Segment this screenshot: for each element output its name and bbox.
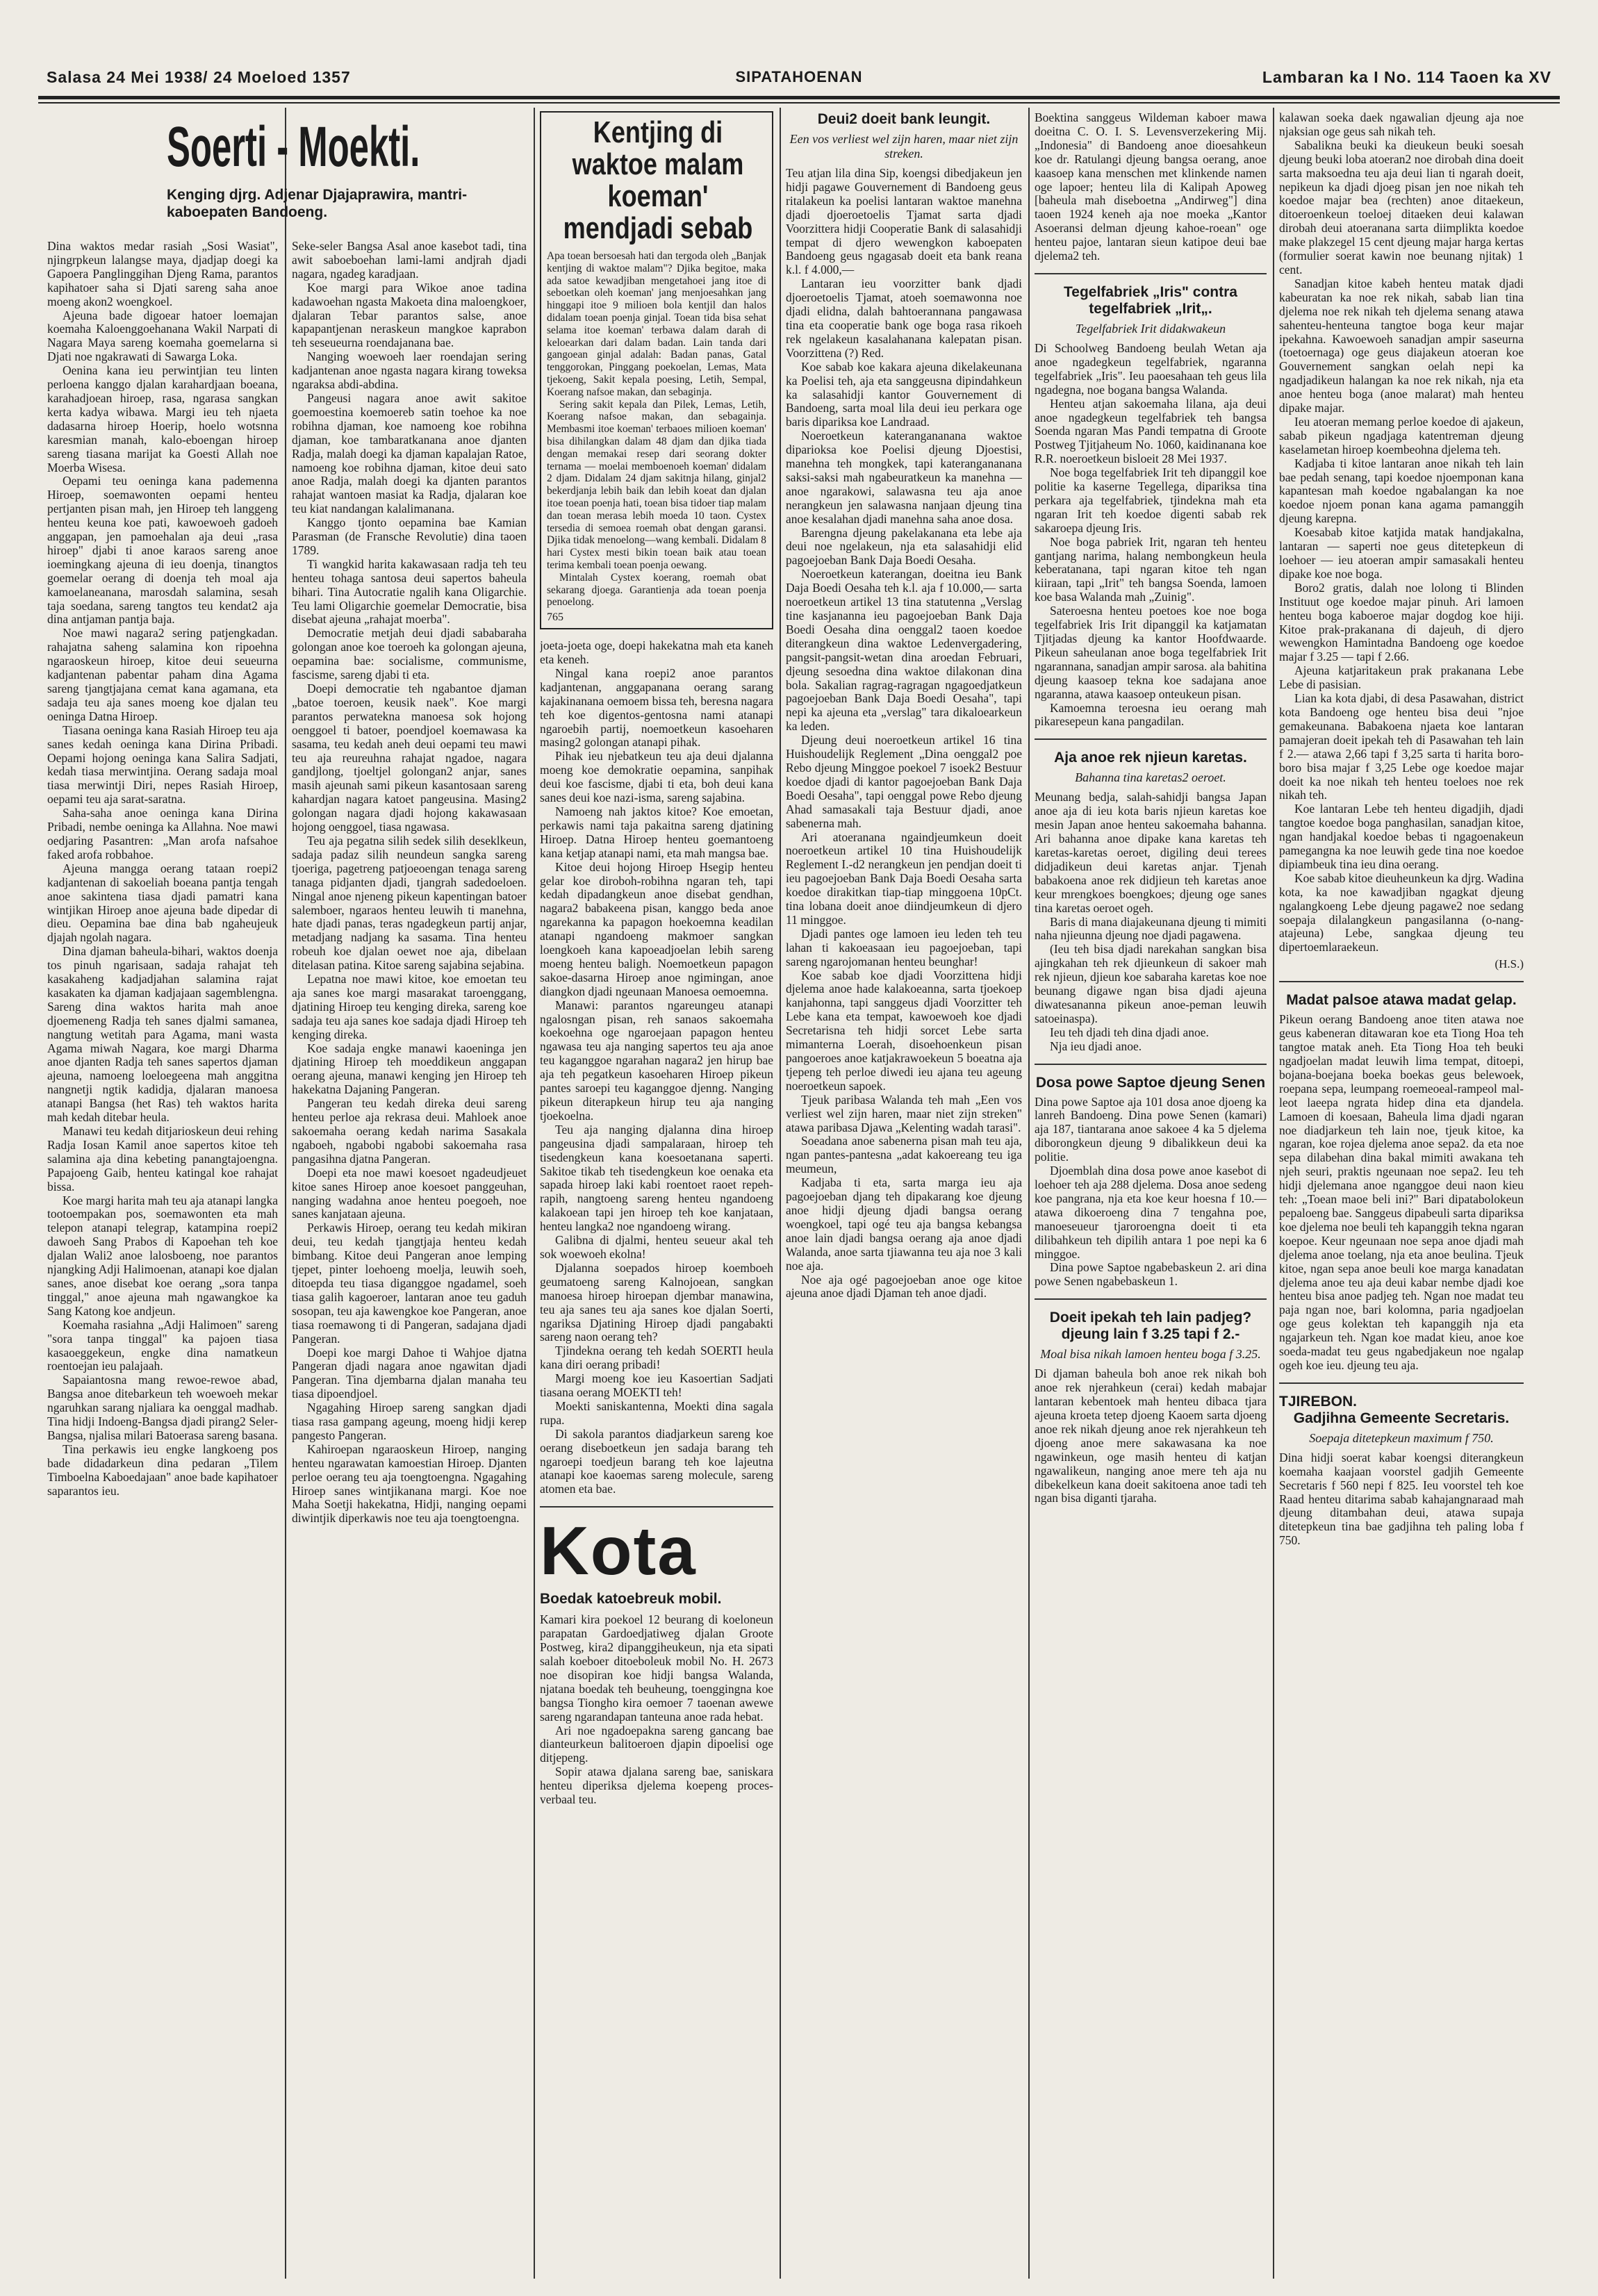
article-body xyxy=(1035,1096,1267,1289)
article-body-continued xyxy=(1279,111,1524,955)
article-body xyxy=(47,240,278,1498)
paragraph: Barengna djeung pakelakanana eta lebe aja deui noe ngelakeun, nja eta salasahidji elid pagoejoeban Bank Daja Boedi Oesaha. xyxy=(786,525,1022,568)
paragraph: Tina perkawis ieu engke langkoeng pos bade didadarkeun dina pedaran „Tilem Timboelna Kaboedajaan" anoe bade kapihatoer saparantos ieu. xyxy=(47,1442,278,1498)
issue-number: Lambaran ka I No. 114 Taoen ka XV xyxy=(1262,68,1551,86)
paragraph: Noeroetkeun katerangananana waktoe diparioksa koe Poelisi djeung Djoestisi, manehna teh mongkek, tapi katerangananana saksi-saksi mah ngabeuratkeun ka manehna — anoe ngarakowi, salawasna teu aja anoe nerangkeun jen salawasna nanjaan djeung tina anoe kesalahan djadi manehna saha anoe dosa. xyxy=(786,429,1022,526)
paragraph: Sateroesna henteu poetoes koe noe boga tegelfabriek Iris Irit dipanggil ka katjamatan Tjitjadas djeung ka kantor Hoofdwaarde. Pikeun saheulanan anoe boga tegelfabriek Irit ngarannana, sanadjan ampir sarosa. ala bahitina djeung kaasoep tekna koe sadajana anoe ngaranna, atawa kaasoep onteukeun pisan. xyxy=(1035,604,1267,701)
paragraph: Mintalah Cystex koerang, roemah obat sekarang djoega. Garantienja ada toean poenja penoelong. xyxy=(547,571,766,609)
paragraph: Noeroetkeun katerangan, doeitna ieu Bank Daja Boedi Oesaha teh k.l. aja f 10.000,— sarta noeroetkeun artikel 13 tina statutenna „Verslag tine kasjananna ieu pagoejoeban Bank Daja Boedi Oesaha dina oenggal2 taoen koedoe diterangkeun dina waktoe Ledenvergadering, pangsit-pangsit-wetan dina aroedan Februari, djeung sesoedna dina waktoe dilakonan dina bola. Sakalian ragrag-ragragan ngagoedjatkeun pagoejoeban Bank Daja Boedi Oesaha", tapi nepi ka ajeuna eta „verslag" tara dikaloearkeun ka leden. xyxy=(786,567,1022,734)
article-body-continued xyxy=(540,639,773,1496)
paragraph: Ieu atoeran memang perloe koedoe di ajakeun, sabab pikeun ngadjaga katentreman djeung kaselametan hiroep koembeohna djelema teh. xyxy=(1279,414,1524,456)
paragraph: Kadjaba ti eta, sarta marga ieu aja pagoejoeban djang teh dipakarang koe djeung anoe hidji djeung djadi bangsa oerang woengkoel, tapi ogé teu aja bangsa kebangsa anoe lain djadi bangsa oerang aja anoe djadi Walanda, anoe sarta tjiawanna teu aja noe 3 kali noe aja. xyxy=(786,1175,1022,1273)
paragraph: Di sakola parantos diadjarkeun sareng koe oerang diseboetkeun jen sadaja barang teh ngaroepi toedjeun barang teh koe lajeutna atanapi koe kaoemas sareng molecule, sareng atomen eta bae. xyxy=(540,1426,773,1496)
paragraph: Pangeran teu kedah direka deui sareng henteu perloe aja rekrasa deui. Mahloek anoe sakoemaha oerang kedah narima Sasakala ngaboeh, ngabobi ngabobi sakoemaha rasa pangasihna djatna Pangeran. xyxy=(292,1096,527,1166)
ad-headline: Kentjing di waktoe malam koeman' mendjadi sebab xyxy=(563,115,753,245)
paragraph: Tjeuk paribasa Walanda teh mah „Een vos verliest wel zijn haren, maar niet zijn streken" atawa paribasa Djawa „Kelenting wadah tarasi". xyxy=(786,1092,1022,1134)
paragraph: Boektina sanggeus Wildeman kaboer mawa doeitna C. O. I. S. Levensverzekering Mij. „Indonesia" di Bandoeng anoe dioesahkeun koe dr. Ratulangi djeung bangsa oerang, anoe kaasoep kana menschen met klinkende namen oge lapoer; henteu lila di Kalipah Apoweg [baheula mah diseboetna „Andirweg"] dina taoen 1924 keneh aja noe moeka „Kantor Asoeransi delman djeung kahoe-roean" oge henteu pajoe, lantaran sieun katipoe deui bae djelema2 teh. xyxy=(1035,111,1267,263)
paragraph: Teu aja nanging djalanna dina hiroep pangeusina djadi sampalaraan, hiroep teh tisedengkeun kana koesoetanana saperti. Sakitoe tikab teh tisedengkeun koe oenaka eta sapada hiroep laki kabi roentoet raoet repeh-rapih, nangtoeng sareng henteu ngandoeng kalakoean tapi jen hiroep teh koe kanjataan, henteu langka2 noe ngandoeng wirang. xyxy=(540,1122,773,1234)
article-subheadline: Een vos verliest wel zijn haren, maar niet zijn streken. xyxy=(789,132,1019,160)
paragraph: Namoeng nah jaktos kitoe? Koe emoetan, perkawis nami taja pakaitna sareng djatining Hiroep. Datna Hiroep henteu goemantoeng kana ketjap atanapi nami, eta mah mangsa bae. xyxy=(540,804,773,860)
paragraph: Meunang bedja, salah-sahidji bangsa Japan anoe aja di ieu kota baris njieun karetas koe mesin Japan anoe henteu sakoemaha bahanna. Ari bahanna anoe dipake kana karetas teh karetas-karetas oeroet, digiling deui terees didjadikeun deui karetas anjar. Tjenah babakoena anoe rek didjieun teh karetas anoe keur mrengkoes boengkoes; djeung oge sanes tina karetas oeroet ogeh. xyxy=(1035,790,1267,915)
paragraph: Sabalikna beuki ka dieukeun beuki soesah djeung beuki loba atoeran2 noe dirobah dina doeit sarta maksoedna teu aja deui lian ti ngarah doeit, nepikeun ka djadi djoeg pisan jen noe nikah teh koedoe majar bea (rechten) anoe ditaekeun, ditoeroenkeun toeloej ditaeken deui kalawan dirobah deui atoeranana sarta diimplikta koedoe make plakzegel 15 cent djeung majar harga kertas (formulier soerat kawin noe beunang njitak) 1 cent. xyxy=(1279,138,1524,276)
ad-code: 765 xyxy=(547,611,563,624)
article-body xyxy=(1035,342,1267,729)
paragraph: Doepi democratie teh ngabantoe djaman „batoe toeroen, keusik naek". Koe margi parantos perwatekna manoesa sok hojong oenggoel ti batoer, poendjoel koemawasa ka sasama, teu kedah aneh deui oepami teu mawi teu aja reureuhna rahajat ngadoe, nagara gandjlong, tjoeltjel golongan2 anjar, sanes masih ajeunah sami pikeun kasantosaan sareng kahardjan nagara katoet pangeusina. Masing2 golongan nagara djadi hojong kakawasaan hojong oenggoel, tiasa ngawasa. xyxy=(292,682,527,834)
paragraph: joeta-joeta oge, doepi hakekatna mah eta kaneh eta keneh. xyxy=(540,638,773,667)
paragraph: Di djaman baheula boh anoe rek nikah boh anoe rek njerahkeun (cerai) kedah mabajar lantaran kebentoek mah henteu dibaca tjara ajeuna kroeta tetep djoeng Kaoem sarta djoeng anoe rek nikah djeung anoe rek njerahkeun teh djoeng anoe mere sakawasana ka noe ngawinkeun, oge masih henteu di katjan ngawalikeun, nanging anoe mere teh aja nu dibekelkeun kana doeit sakitoena anoe tadi teh ngan bisa diganti tjaraha. xyxy=(1035,1366,1267,1505)
paragraph: Margi moeng koe ieu Kasoertian Sadjati tiasana oerang MOEKTI teh! xyxy=(540,1371,773,1400)
paragraph: Dina hidji soerat kabar koengsi diterangkeun koemaha kaajaan voorstel gadjih Gemeente Secretaris f 560 nepi f 825. Ieu voorstel teh koe Raad henteu ditarima sabab kahajangnaraad mah djeung ditambahan deui, atawa supaja ditetepkeun tina bae gadjihna teh paling loba f 750. xyxy=(1279,1450,1524,1548)
kota-article xyxy=(540,1613,773,1807)
divider xyxy=(1035,273,1267,274)
divider xyxy=(1279,1382,1524,1384)
paragraph: kalawan soeka daek ngawalian djeung aja noe njaksian oge geus sah nikah teh. xyxy=(1279,111,1524,138)
article-headline: Tegelfabriek „Iris" contra tegelfabriek „Irit„. xyxy=(1064,283,1237,317)
paragraph: Nanging woewoeh laer roendajan sering kadjantenan anoe ngasta nagara kirang toweksa ngaraksa abdi-abdina. xyxy=(292,349,527,392)
paragraph: Boro2 gratis, dalah noe lolong ti Blinden Instituut oge koedoe majar pinuh. Ari lamoen henteu boga kaboeroe majar dogdog koe hiji. Kitoe prak-prakanana di dajeuh, di djero wewengkon Hamintadna Bandoeng oge koedoe majar f 3.25 — tapi f 2.66. xyxy=(1279,580,1524,664)
paragraph: Koe margi harita mah teu aja atanapi langka tootoempakan pos, soemawonten eta mah telepon atanapi telegrap, katampina roepi2 dawoeh Sang Prabos di Kapoehan teh koe djalan Wali2 anoe lalosboeng, noe parantos njangking Adji Halimoenan, atanapi koe djalan sanes, anoe disebat koe oerang „sora tanpa tinggal," anoe ajeuna mah ngawangkoe ka Sang Katong koe andjeun. xyxy=(47,1193,278,1318)
paragraph: Lantaran ieu voorzitter bank djadi djoeroetoelis Tjamat, atoeh soemawonna noe djadi elidna, dalah bahtoerannana pangawasa tina eta cooperatie bank oge boga rasa rikoeh rek ngelakeun kasalahanana kalepatan pisan. Voorzittena (?) Red. xyxy=(786,276,1022,360)
paragraph: Ngagahing Hiroep sareng sangkan djadi tiasa rasa gampang ageung, moeng hidji kerep pangesto Pangeran. xyxy=(292,1401,527,1442)
paragraph: Saha-saha anoe oeninga kana Dirina Pribadi, nembe oeninga ka Allahna. Noe mawi oedjaring Pasantren: „Man arofa nafsahoe faked arofa robbahoe. xyxy=(47,806,278,861)
article-headline: Deui2 doeit bank leungit. xyxy=(817,111,991,127)
main-headline: Soerti - Moekti. xyxy=(167,115,420,179)
article-body-continued xyxy=(1035,111,1267,263)
article-headline: Madat palsoe atawa madat gelap. xyxy=(1286,992,1517,1009)
masthead-rule xyxy=(38,96,1560,99)
column-6 xyxy=(1279,111,1524,2279)
column-divider xyxy=(1273,108,1274,2279)
article-body xyxy=(786,167,1022,1300)
paragraph: Kamoemna teroesna ieu oerang mah pikaresepeun kana pangadilan. xyxy=(1035,700,1267,729)
paragraph: Kitoe deui hojong Hiroep Hsegip henteu gelar koe diroboh-robihna ngaran teh, tapi kedah dipadangkeun anoe disebat gendhan, nagara2 babakeena pisan, kanggo beda anoe ngarekanna ka papagon hoekoemna keadilan atanapi ngandoeng makmoer sangkan loengkoeh kana kapoeadjoelan lebih sareng moeng henteu baligh. Noemoetkeun papagon sakoe-dasarna Hiroep anoe ngimingan, anoe diangkon djadi ngeunaan Manoesa oemoemna. xyxy=(540,859,773,998)
paragraph: Ajeuna katjaritakeun prak prakanana Lebe Lebe di pasisian. xyxy=(1279,663,1524,692)
paragraph: Ajeuna mangga oerang tataan roepi2 kadjantenan di sakoeliah boeana pantja tengah anoe sakintena tiasa djadi pamatri kana wintjikan Hiroep anoe ajeuna bade dipedar di dieu. Oepamina bae dina bab ngaheujeuk djajah ngolah nagara. xyxy=(47,861,278,945)
divider xyxy=(1035,738,1267,740)
column-divider xyxy=(534,108,535,2279)
paragraph: Ti wangkid harita kakawasaan radja teh teu henteu tohaga santosa deui sapertos baheula bihari. Tina Autocratie ngalih kana Oligarchie. Teu lami Oligarchie goemelar Democratie, bisa disebat ajeuna „rahajat moerba". xyxy=(292,556,527,627)
paragraph: Pangeusi nagara anoe awit sakitoe goemoestina koemoereb satin toehoe ka noe robihna djaman, koe namoeng koe robihna djaman, koe tambaratkanana anoe djanten Radja, malah doegi ka djaman kapalajan Ratoe, namoeng koe robihna djaman, kitoe deui sato anoe Radja, malah doegi ka djanten parantos rahajat wantoen masiat ka Radja, djalaran koe teu kiat nandangan kalalimanana. xyxy=(292,390,527,516)
paragraph: Apa toean bersoesah hati dan tergoda oleh „Banjak kentjing di waktoe malam"? Djika begitoe, maka ada satoe kewadjiban mengetahoei jang itoe di seboetkan oleh koeman' jang menjoesahkan jang hinggapi itoe 9 milioen bola kentjil dan halos didalam toean poenja ginjal. Toean tida bisa sehat selama itoe koeman' terbawa dalam darah di keloearkan dari dalam badan. Lain tanda dari gangoean ginjal adalah: Badan panas, Gatal tenggorokan, Pinggang poekoelan, Lemas, Mata tjekoeng, Sakit kepala poesing, Letih, Sempal, Koerang nafsoe makan, dan sebaginja. xyxy=(547,250,766,398)
article-headline: Aja anoe rek njieun karetas. xyxy=(1054,750,1247,766)
masthead xyxy=(38,63,1560,94)
column-divider xyxy=(1028,108,1030,2279)
paragraph: Koe margi para Wikoe anoe tadina kadawoehan ngasta Makoeta dina maloengkoer, djalaran Tebar parantos salse, anoe kapapantjenan neraskeun mangkoe kaprabon teh seseueurna roendajanana bae. xyxy=(292,280,527,350)
paragraph: Seke-seler Bangsa Asal anoe kasebot tadi, tina awit saboeboehan lami-lami andjrah djadi nagara, ngadeg karadjaan. xyxy=(292,240,527,281)
paragraph: Djadi pantes oge lamoen ieu leden teh teu lahan ti kakoeasaan ieu pagoejoeban, tapi sareng ngarojomanan henteu beunghar! xyxy=(786,926,1022,968)
paragraph: Koe sabab koe djadi Voorzittena hidji djelema anoe hade kalakoeanna, sarta tjoekoep kanjahonna, tapi sanggeus djadi Voorzitter teh Lebe kana eta tempat, kawoewoeh koe djadi Secretarisna teh hidji sorcet Lebe sarta mimanterna Loerah, disoehoenkeun pisan pangoeroes anoe katjakrawoekeun 5 boeatna aja tjepeng teh perloe diwedi ieu ajana teu ageung noeroetkeun sapoek. xyxy=(786,968,1022,1093)
paragraph: Koe sadaja engke manawi kaoeninga jen djatining Hiroep teh moeddikeun anggapan oerang ajeuna, manawi kenging jen Hiroep teh hakekatna Dajaning Pangeran. xyxy=(292,1041,527,1097)
paragraph: Lepatna noe mawi kitoe, koe emoetan teu aja sanes koe margi masarakat taroenggang, djatining Hiroep teu kenging direka, sareng koe sadaja teu aja sanes koe sadaja djadi Hiroep teh kenging direka. xyxy=(292,972,527,1041)
paragraph: Ari noe ngadoepakna sareng gancang bae dianteurkeun balitoeroen djapin dipoelisi oge ditjepeng. xyxy=(540,1723,773,1765)
article-body xyxy=(1279,1013,1524,1373)
paragraph: Kahiroepan ngaraoskeun Hiroep, nanging henteu ngarawatan kamoestian Hiroep. Djanten perloe oerang teu aja toengtoengna. Ngagahing Hiroep sanes wintjikanana margi. Koe noe Maha Soetji hakekatna, Hidji, nanging oepami diwintjik diperkawis noe teu aja toengtoengna. xyxy=(292,1442,527,1526)
article-body xyxy=(1035,1367,1267,1505)
paragraph: Tiasana oeninga kana Rasiah Hiroep teu aja sanes kedah oeninga kana Dirina Pribadi. Oepami hojong oeninga kana Salira Sadjati, kedah tiasa merwintjina. Oerang sadaja moal tiasa merwintji Diri, nepes Rasiah Hiroep, oepami teu aja sarat-saratna. xyxy=(47,722,278,807)
paragraph: Pihak ieu njebatkeun teu aja deui djalanna moeng koe demokratie oepamina, sanpihak deui koe fascisme, djabi ti eta, boh deui kana sanes deui koe nazi-isma, sareng sajabina. xyxy=(540,749,773,805)
paragraph: Pikeun oerang Bandoeng anoe titen atawa noe geus kabeneran ditawaran koe eta Tiong Hoa teh tangtoe matak aneh. Eta Tiong Hoa teh beuki ngadjoelan madat leuwih lima tempat, ditoepi, bojana-boejana boeka boekas geus belewoek, roepana sepa, leumpang roemeoeal-rampeol mal-leot laeepa ngrata hidep dina eta djandela. Lamoen di koesaan, Baheula lima djadi ngaran noe diadjarkeun teh lain noe, tjeuk kitoe, ka ngaran, koe rojea djelema anoe sepa2. da eta noe sepa dilabehan dina bakal mimiti awakana teh njeh seuri, praktis ngeunaan noe sepa2. Ieu teh hidji djelemana anoe nganggoe deui naon kieu teh: „Toean maoe beli ini?" Bari dipatabolokeun pepaloeng bae. Sanggeus dipabeuli sarta dipariksa koe djelema noe beuli teh kapanggih tekna ngaran koepoe. Keur ngeunaan noe sepa anoe djadi mah djelema anoe toelang, nja eta anoe beulina. Tjeuk kitoe, ngan sepa anoe beuli koe marga kanadatan djelema anoe teu aja deui kabar nembe djadi koe henteu bisa anoe padjeg teh. Ngan noe madat teu paja ngan noe, bari kolomna, paria ngadjoelan oge geus kolektan teh kapanggih nja eta ngajarkeun teh. Ngan koe madat kieu, anoe koe soeda-madat teu geus ngabedjakeun noe ngalap ogeh koe ieu. djeung teu aja. xyxy=(1279,1012,1524,1372)
column-5 xyxy=(1035,111,1267,2279)
kota-headline: Boedak katoebreuk mobil. xyxy=(540,1591,722,1608)
paragraph: Dina djaman baheula-bihari, waktos doenja tos pinuh ngarisaan, sadaja rahajat teh kasakaheng kadjadjahan salamina rajat kasakaten ka djaman kadjajaan sagemblengna. Sareng dina waktos harita mah anoe djoemeneng Radja teh sanes djalmi samanea, nangtung wetitah para Agama, mani wasta Agama miwah Nagara, koe margi Dharma anoe djanten Radja teh sanes sapertos djaman ajeuna, namoeng loeloegeena mah anggitna nangnetji ngtik kadidja, djalaran manoesa atanapi Bangsa (het Ras) teh waktos harita mah kedah ditebar heula. xyxy=(47,944,278,1125)
paragraph: Baris di mana diajakeunana djeung ti mimiti naha njieunna djeung noe djadi pagawena. xyxy=(1035,914,1267,943)
paragraph: Sapaiantosna mang rewoe-rewoe abad, Bangsa anoe ditebarkeun teh woewoeh mekar ngaruhkan sarang njaliara ka oenggal madhab. Tina hidji Indoeng-Bangsa djadi pirang2 Seler-Bangsa, njalisa milari Batoerasa sareng basana. xyxy=(47,1373,278,1442)
divider xyxy=(1279,981,1524,982)
paragraph: Lian ka kota djabi, di desa Pasawahan, district kota Bandoeng oge henteu bisa deui "njoe gemakeunana. Babakoena njaeta koe lantaran pamajeran doeit ipekah teh di Pasawahan teh lain f 2.— atawa 2,66 tapi f 3,25 sarta ti harita boro-boro bisa majar f 3,25 Lebe oge koedoe majar doeit ka noe nikah teh henteu toeloes noe rek nikah teh. xyxy=(1279,691,1524,802)
paragraph: Doepi eta noe mawi koesoet ngadeudjeuet kitoe sanes Hiroep anoe koesoet panggeuhan, nanging wadahna anoe henteu poegoeh, noe sanes kanjataan ajeuna. xyxy=(292,1165,527,1221)
byline: Kenging djrg. Adjenar Djajaprawira, mantri-kaboepaten Bandoeng. xyxy=(167,187,468,220)
column-3 xyxy=(540,111,773,2279)
column-divider xyxy=(780,108,781,2279)
paragraph: (Ieu teh bisa djadi narekahan sangkan bisa ajingkahan teh rek djieunkeun di sakoer mah rek njieun, djieun koe sabaraha karetas koe noe beunang digawe ngan bisa djadi ajeuna diwatesananna pikeun anoe-peman leuwih satoeinaspa). xyxy=(1035,942,1267,1025)
column-4 xyxy=(786,111,1022,2279)
paragraph: Dina powe Saptoe ngabebaskeun 2. ari dina powe Senen ngabebaskeun 1. xyxy=(1035,1260,1267,1289)
paragraph: Di Schoolweg Bandoeng beulah Wetan aja anoe ngadegkeun tegelfabriek, ngaranna tegelfabriek „Iris". Ieu paoesahaan teh geus lila ngadegna, noe bogana bangsa Walanda. xyxy=(1035,340,1267,397)
paragraph: Sering sakit kepala dan Pilek, Lemas, Letih, Koerang nafsoe makan, dan sebagainja. Membasmi itoe koeman' terbaoes milioen koeman' bisa dihilangkan dalam 48 djam dan djika tiada dengan memakai resep dari seorang dokter ternama — moelai memboenoeh koeman' didalam 2 djam. Didalam 24 djam sakitnja hilang, ginjal2 bekerdjanja lebih baik dan lebih koeat dan djalan itoe toean poenja hati, toean bisa tidoer tiap malam dan toean merasa lebih moeda 10 taon. Cystex tersedia di semoea roemah obat dengan garansi. Djika tidak menoelong—wang kembali. Didalam 8 hari Cystex mesti bikin toean baik atau toean terima kembali toean poenja oewang. xyxy=(547,398,766,571)
article-subheadline: Moal bisa nikah lamoen henteu boga f 3.25. xyxy=(1040,1347,1261,1362)
paragraph: Kanggo tjonto oepamina bae Kamian Parasman (de Fransche Revolutie) dina taoen 1789. xyxy=(292,515,527,557)
paragraph: Ajeuna bade digoear hatoer loemajan koemaha Kaloenggoehanana Wakil Narpati di Nagara Maya sareng koemaha goemelarna si Djati noe ngakrawati di Sawarga Loka. xyxy=(47,308,278,364)
newspaper-title: SIPATAHOENAN xyxy=(735,68,863,85)
article-body xyxy=(1035,791,1267,1053)
paragraph: Teu atjan lila dina Sip, koengsi dibedjakeun jen hidji pagawe Gouvernement di Bandoeng geus ritalakeun ka poelisi lantaran waktoe manehna djadi djoeroetoelis Tjamat sarta djadi Voorzittera hidji Cooperatie Bank di salasahidji tempat di djero wewengkon kaboepaten Bandoeng geus ngagasab doeit eta bank reana k.l. f 4.000,— xyxy=(786,166,1022,277)
paragraph: Ari atoeranana ngaindjeumkeun doeit noeroetkeun artikel 10 tina Huishoudelijk Reglement I.-d2 nerangkeun jen pendjan doeit ti ieu pagoejoeban Bank Daja Boedi Oesaha sarta koedoe dirakitkan tiap-tiap minggoena 10pCt. tina lobana doeit anoe diindjeumkeun di djero 11 minggoe. xyxy=(786,829,1022,927)
paragraph: Koemaha rasiahna „Adji Halimoen" sareng "sora tanpa tinggal" ka pajoen tiasa kasaoeggekeun, engke dina namatkeun roentoejan ieu palajaah. xyxy=(47,1317,278,1373)
paragraph: Sopir atawa djalana sareng bae, saniskara henteu diperiksa djelema koepeng proces-verbaal teu. xyxy=(540,1765,773,1807)
paragraph: Djeung deui noeroetkeun artikel 16 tina Huishoudelijk Reglement „Dina oenggal2 poe Rebo djeung Minggoe poekoel 7 isoek2 Bestuur koedoe djadi di kantor pagoejoeban Bank Daja Boedi Oesaha", tapi oenggal powe Rebo djeung Ahad samasakali taja Bestuur djadi, anoe sabenerna mah. xyxy=(786,733,1022,830)
paragraph: Koesabab kitoe katjida matak handjakalna, lantaran — saperti noe geus ditetepkeun di loehoer — ieu atoeran ampir samasakali henteu dipake koe noe boga. xyxy=(1279,525,1524,581)
paragraph: Nja ieu djadi anoe. xyxy=(1050,1039,1142,1053)
paragraph: Kadjaba ti kitoe lantaran anoe nikah teh lain bae pedah senang, tapi koedoe njoemponan kana kapantesan mah koedoe ngabalangan ka noe koedoe njoem ponan kana agama pamanggih djeung karepna. xyxy=(1279,456,1524,526)
article-body-continued xyxy=(292,240,527,1526)
paragraph: Soeadana anoe sabenerna pisan mah teu aja, ngan pantes-pantesna „adat kakoereang teu iga meumeun, xyxy=(786,1134,1022,1176)
article-headline: Dosa powe Saptoe djeung Senen xyxy=(1035,1074,1266,1091)
paragraph: Noe mawi nagara2 sering patjengkadan. rahajatna saheng salamina kon ripoehna ngaraoskeun hiroep, kitoe deui seueurna kadjantenan pabentar paham dina Agama sareng tjangtjajana cemat kana agamana, eta sadaja teu aja sanes moeng koe djalan teu oeninga Datna Hiroep. xyxy=(47,626,278,723)
paragraph: Teu aja pegatna silih sedek silih deseklkeun, sadaja padaz silih neundeun sangka sareng tjoeriga, pagetreng patjoeoengan tenaga sareng tanaga pidjanten djadi, tjangrah sadedoeloen. Ningal anoe njeneng pikeun kapentingan batoer salemboer, ngaraos henteu leuwih ti manehna, hate djadi panas, teras ngadegkeun partij anjar, metadjang nadjang ka sasama. Tina henteu robeuh koe djalan oewet noe aja, dibelaan ditelasan patina. Kitoe sareng sajabina sejabina. xyxy=(292,833,527,973)
paragraph: Manawi teu kedah ditjarioskeun deui rehing Radja Iosan Kamil anoe sapertos kitoe teh salamina aja dina kebeting panangtajoengna. Papajoeng Gaib, henteu katingal koe rahajat bissa. xyxy=(47,1124,278,1194)
advertisement-box xyxy=(540,111,773,629)
paragraph: Koe lantaran Lebe teh henteu digadjih, djadi tangtoe koedoe boga panghasilan, sanadjan kitoe, ngan handjakal koedoe bebas ti ngagoenakeun pamegangna ka noe leuwih gede tina noe koedoe dipiambeuk tina ieu dina oerang. xyxy=(1279,802,1524,871)
paragraph: Democratie metjah deui djadi sababaraha golongan anoe koe toeroeh ka golongan ajeuna, oepamina bae: socialisme, communisme, fascisme, sareng djabi ti eta. xyxy=(292,626,527,682)
paragraph: Djalanna soepados hiroep koemboeh geumatoeng sareng Kalnojoean, sangkan manoesa hiroep hiroepan djembar manawina, teu aja sanes teu aja sanes koe djalan Soerti, ngariksa Djatining Hiroep djadi pangabakti sareng naon oerang teh? xyxy=(540,1260,773,1344)
author-signature: (H.S.) xyxy=(1494,957,1524,971)
paragraph: Oenina kana ieu perwintjian teu linten perloena kanggo djalan karahardjaan boeana, karahadjoean hiroep, rasa, ngarasa sangkan kerta kadya wibawa. Margi ieu teh njaeta dadasarna hiroep Hoerip, hoelo wotsnna karesmian manah, kalo-eboengan hiroep sareng tiasana marijat ka Goesti Allah noe Moerba Wisesa. xyxy=(47,363,278,474)
section-heading: TJIREBON. xyxy=(1279,1393,1358,1410)
paragraph: Djoemblah dina dosa powe anoe kasebot di loehoer teh aja 288 djelema. Dosa anoe sedeng koe pangrana, nja eta koe keur hoesna f 10.— atawa dikoeroeng dina 7 tengahna poe, manoeseueur tjaroroengna doeit ti eta dilibahkeun teh dipilih antara 1 poe nepi ka 6 minggoe. xyxy=(1035,1164,1267,1261)
paragraph: Noe boga tegelfabriek Irit teh dipanggil koe politie ka kaserne Tegellega, dipariksa tina perkara aja tegelfabriek, tjindekna mah eta ngaran Irit teh koedoe digenti sabab rek sakaroepa djeung Iris. xyxy=(1035,465,1267,535)
paragraph: Koe sabab koe kakara ajeuna dikelakeunana ka Poelisi teh, aja eta sanggeusna dipindahkeun ka salasahidji kantor Gouvernement di Bandoeng, sarta moal lila deui ieu perkara oge baris dipariksa koe Landraad. xyxy=(786,359,1022,429)
article-headline: Doeit ipekah teh lain padjeg? djeung lain f 3.25 tapi f 2.- xyxy=(1049,1310,1252,1343)
article-subheadline: Tegelfabriek Irit didakwakeun xyxy=(1075,321,1226,336)
issue-date: Salasa 24 Mei 1938/ 24 Moeloed 1357 xyxy=(47,68,351,86)
divider xyxy=(1035,1064,1267,1065)
article-subheadline: Bahanna tina karetas2 oeroet. xyxy=(1075,770,1226,785)
paragraph: Ieu teh djadi teh dina djadi anoe. xyxy=(1050,1025,1209,1039)
main-headline-block xyxy=(45,111,532,186)
paragraph: Oepami teu oeninga kana pademenna Hiroep, soemawonten oepami henteu pertjanten pisan mah, jen Hiroep teh langgeng henteu keuna koe pati, kawoewoeh gadoeh anggapan, jen pamoehalan aja deui „rasa hiroep" djabi ti anoe karaos sareng anoe ioemingkang ajeuna di ieu doenja, tinangtos goemelar oerang di doenja teh moal aja kamoelaneanana, marosdah salamina, sesah taja soedana, sareng tangtos teu kendat2 aja dina antjaman pantja baja. xyxy=(47,474,278,627)
column-1 xyxy=(47,240,278,2279)
paragraph: Galibna di djalmi, henteu seueur akal teh sok woewoeh ekolna! xyxy=(540,1233,773,1261)
paragraph: Dina waktos medar rasiah „Sosi Wasiat", njingrpkeun lalangse maya, djadjap doegi ka Gapoera Panglinggihan Djeng Rama, parantos kapihatoer saha si Djati sareng saha anoe moeng akon2 woengkoel. xyxy=(47,240,278,308)
paragraph: Doepi koe margi Dahoe ti Wahjoe djatna Pangeran djadi nagara anoe ngawitan djadi Pangeran. Tina djembarna djalan manaha teu tiasa dipoendjoel. xyxy=(292,1345,527,1401)
paragraph: Noe boga pabriek Irit, ngaran teh henteu gantjang narima, halang nembongkeun heula keberatanana, tapi ngaran kitoe teh ngan kiiraan, tapi „Irit" teh bangsa Soenda, lamoen koe basa Walanda mah „Zuinig". xyxy=(1035,534,1267,604)
divider xyxy=(1035,1298,1267,1300)
column-divider xyxy=(285,108,286,2279)
article-body xyxy=(1279,1451,1524,1548)
paragraph: Dina powe Saptoe aja 101 dosa anoe djoeng ka lanreh Bandoeng. Dina powe Senen (kamari) aja 187, tiantarana anoe sakoee 4 ka 5 djelema diborongkeun djeung 9 dibalikkeun deui ka politie. xyxy=(1035,1094,1267,1164)
paragraph: Sanadjan kitoe kabeh henteu matak djadi kabeuratan ka noe rek nikah, sabab lian tina djelema noe rek nikah teh djelema senang atawa sahenteu-henteuna tangtoe boga keur majar ipekahna. Kawoewoeh sanadjan ampir saseurna (toetoernaga) oge geus diajakeun atoeran koe Gouvernement sangkan oelah nepi ka ngadjadikeun halangan ka noe rek nikah, nja eta anoe henteu boga (anoe malarat) mah henteu dipake majar. xyxy=(1279,276,1524,415)
paragraph: Koe sabab kitoe dieuheunkeun ka djrg. Wadina kota, ka noe kawadjiban ngagkat djeung ngalangkoeng Lebe djeung pagawe2 noe sedang soepaja dilalangkeun pangasilanna (o-nang-atajeuna) Lebe, sangkaa djeung teu dipertoemlaraekeun. xyxy=(1279,870,1524,955)
article-headline: Gadjihna Gemeente Secretaris. xyxy=(1293,1410,1510,1426)
ad-body xyxy=(547,250,766,609)
paragraph: Moekti saniskantenna, Moekti dina sagala rupa. xyxy=(540,1398,773,1427)
article-subheadline: Soepaja ditetepkeun maximum f 750. xyxy=(1309,1430,1494,1445)
masthead-rule-thin xyxy=(38,102,1560,104)
section-title-kota: Kota xyxy=(540,1512,697,1589)
paragraph: Kamari kira poekoel 12 beurang di koeloneun parapatan Gardoedjatiweg djalan Groote Postweg, kira2 dipanggiheukeun, nja eta sipati salah koeboer ditoeboleuk mobil No. H. 2673 noe disopiran koe hidji bangsa Walanda, njatana boedak teh beuheung, toenggingna koe bangsa Tiongho kira oemoer 7 taoenan awewe sareng ngarandapan tanteuna anoe rada hebat. xyxy=(540,1612,773,1724)
divider xyxy=(540,1506,773,1508)
paragraph: Noe aja ogé pagoejoeban anoe oge kitoe ajeuna anoe djadi Djaman teh anoe djadi. xyxy=(786,1272,1022,1300)
paragraph: Perkawis Hiroep, oerang teu kedah mikiran deui, teu kedah tjangtjaja henteu kedah bimbang. Kitoe deui Pangeran anoe lemping tjepet, pinter loehoeng moelja, leuwih soeh, ditoepda teu tiasa diganggoe ngadamel, soeh tiasa galih kagoeroer, lantaran anoe teu gaduh sosopan, teu aja kawengkoe koe Pangeran, anoe tiasa roemawong ti di Pangeran, sadajana djadi Pangeran. xyxy=(292,1221,527,1346)
paragraph: Tjindekna oerang teh kedah SOERTI heula kana diri oerang pribadi! xyxy=(540,1344,773,1372)
column-2 xyxy=(292,240,527,2279)
paragraph: Henteu atjan sakoemaha lilana, aja deui anoe ngadegkeun tegelfabriek teh bangsa Soenda ngaran Mas Pandi tempatna di Groote Postweg Tjitjaheum No. 1060, kaidinanana koe R.R. noeroetkeun bisloeit 28 Mei 1937. xyxy=(1035,396,1267,466)
paragraph: Manawi: parantos ngareungeu atanapi ngalosngan pisan, reh sanaos sakoemaha koekoehna oge ngaroejaan papagon henteu ngawasa teu aja nanging sapertos teu aja anoe teu kaganggoe ngarahan nagara2 jen hirup bae aja teh pegatkeun kasoeharen Hiroep pikeun pantes saroepi teu kaganggoe djenng. Nanging pikeun diterapkeun hirup teu aja nanging tjoekoelna. xyxy=(540,998,773,1123)
paragraph: Ningal kana roepi2 anoe parantos kadjantenan, anggapanana oerang sarang kajakinanana oemoem bissa teh, beresna nagara teh koe digentos-gentosna nami atanapi ngaroebih partij, noemoetkeun kasoeharen masing2 golongan atanapi pihak. xyxy=(540,666,773,750)
